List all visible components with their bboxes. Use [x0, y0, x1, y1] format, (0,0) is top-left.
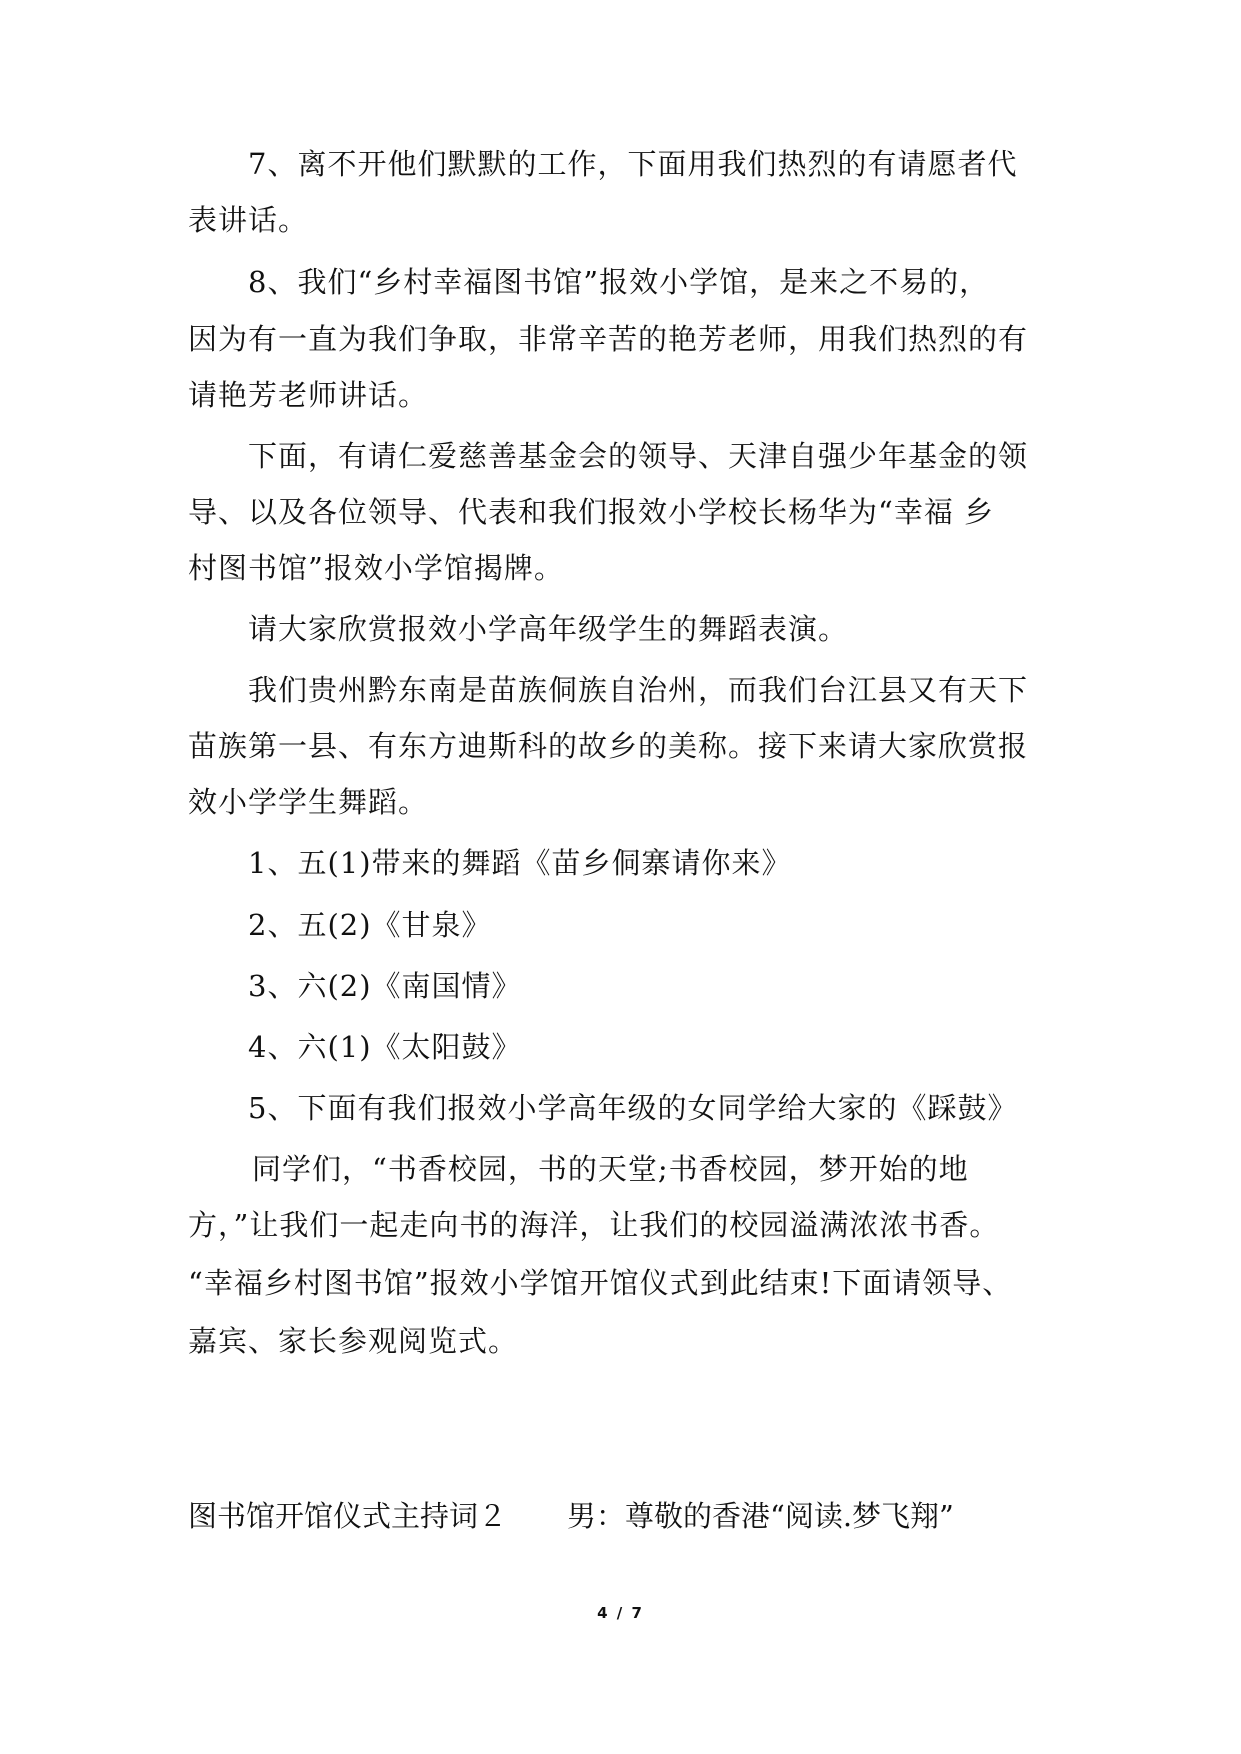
next-section-row [188, 1496, 954, 1536]
closing-paragraph-line-3: “幸福乡村图书馆”报效小学馆开馆仪式到此结束!下面请领导、 [188, 1266, 1013, 1300]
dance-intro-paragraph: 请大家欣赏报效小学高年级学生的舞蹈表演。 [248, 612, 849, 646]
program-item: 1、五(1)带来的舞蹈《苗乡侗寨请你来》 [248, 846, 792, 880]
paragraph-8-line-1: 8、我们“乡村幸福图书馆”报效小学馆，是来之不易的， [248, 265, 990, 299]
section-title: 图书馆开馆仪式主持词２ [188, 1499, 508, 1533]
program-item: 3、六(2)《南国情》 [248, 969, 522, 1003]
program-item: 2、五(2)《甘泉》 [248, 908, 492, 942]
closing-paragraph-line-4: 嘉宾、家长参观阅览式。 [188, 1324, 519, 1358]
paragraph-7-line-2: 表讲话。 [188, 203, 309, 237]
closing-paragraph-line-2: 方，”让我们一起走向书的海洋，让我们的校园溢满浓浓书香。 [188, 1208, 1000, 1242]
section-first-words: 男：尊敬的香港“阅读.梦飞翔” [567, 1499, 954, 1533]
guizhou-paragraph-line-2: 苗族第一县、有东方迪斯科的故乡的美称。接下来请大家欣赏报 [188, 729, 1029, 763]
unveil-paragraph-line-3: 村图书馆”报效小学馆揭牌。 [188, 551, 564, 585]
program-item: 5、下面有我们报效小学高年级的女同学给大家的《踩鼓》 [248, 1091, 1018, 1125]
closing-paragraph-line-1: 同学们，“书香校园，书的天堂;书香校园，梦开始的地 [252, 1152, 969, 1186]
paragraph-7-line-1: 7、离不开他们默默的工作，下面用我们热烈的有请愿者代 [248, 147, 1018, 181]
paragraph-8-line-2: 因为有一直为我们争取，非常辛苦的艳芳老师，用我们热烈的有 [188, 322, 1029, 356]
program-item: 4、六(1)《太阳鼓》 [248, 1030, 522, 1064]
unveil-paragraph-line-2: 导、以及各位领导、代表和我们报效小学校长杨华为“幸福 乡 [188, 495, 995, 529]
unveil-paragraph-line-1: 下面，有请仁爱慈善基金会的领导、天津自强少年基金的领 [248, 439, 1029, 473]
guizhou-paragraph-line-3: 效小学学生舞蹈。 [188, 785, 429, 819]
guizhou-paragraph-line-1: 我们贵州黔东南是苗族侗族自治州，而我们台江县又有天下 [248, 673, 1029, 707]
paragraph-8-line-3: 请艳芳老师讲话。 [188, 378, 429, 412]
page-number: 4 / 7 [597, 1604, 644, 1622]
